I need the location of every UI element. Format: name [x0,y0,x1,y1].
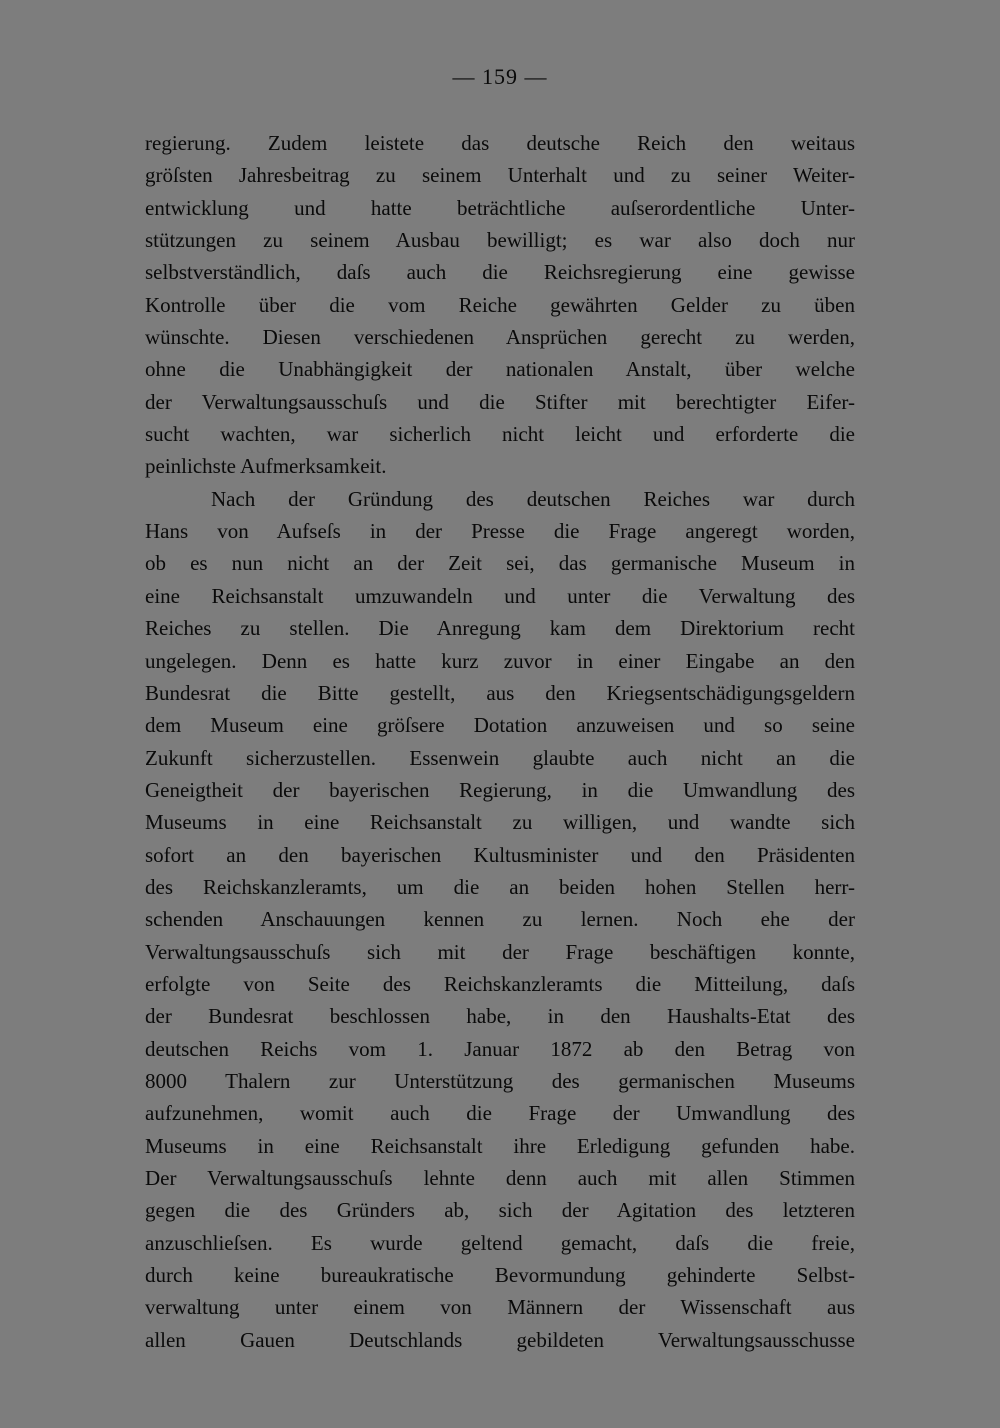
text-line: eine Reichsanstalt umzuwandeln und unter die Verwaltung des [145,583,855,608]
text-line: stützungen zu seinem Ausbau bewilligt; es war also doch nur [145,228,855,253]
text-line: regierung. Zudem leistete das deutsche Reich den weitaus [145,131,855,155]
paragraph-end-line: peinlichste Aufmerksamkeit. [145,454,387,479]
text-line: des Reichskanzleramts, um die an beiden hohen Stellen herr- [145,874,855,899]
text-line: erfolgte von Seite des Reichskanzleramts die Mitteilung, daſs [145,971,855,996]
text-line: schenden Anschauungen kennen zu lernen. Noch ehe der [145,907,855,932]
text-line: ohne die Unabhängigkeit der nationalen Anstalt, über welche [145,357,855,382]
text-line: Bundesrat die Bitte gestellt, aus den Kriegsentschädigungsgeldern [145,680,855,705]
text-line: aufzunehmen, womit auch die Frage der Umwandlung des [145,1101,855,1126]
text-line: dem Museum eine gröſsere Dotation anzuweisen und so seine [145,713,855,738]
text-line: Museums in eine Reichsanstalt ihre Erledigung gefunden habe. [145,1133,855,1158]
text-line: selbstverständlich, daſs auch die Reichsregierung eine gewisse [145,260,855,285]
text-line: Zukunft sicherzustellen. Essenwein glaubte auch nicht an die [145,745,855,770]
text-line: Reiches zu stellen. Die Anregung kam dem Direktorium recht [145,616,855,641]
text-line: Hans von Aufseſs in der Presse die Frage angeregt worden, [145,519,855,544]
text-line: der Verwaltungsausschuſs und die Stifter mit berechtigter Eifer- [145,389,855,414]
page-number: — 159 — [452,64,548,89]
text-line: ungelegen. Denn es hatte kurz zuvor in einer Eingabe an den [145,648,855,673]
text-line: Geneigtheit der bayerischen Regierung, in die Umwandlung des [145,777,855,802]
text-line: sofort an den bayerischen Kultusminister und den Präsidenten [145,842,855,867]
paragraph-start-line: Nach der Gründung des deutschen Reiches war durch [211,486,855,511]
text-line: Kontrolle über die vom Reiche gewährten Gelder zu üben [145,292,855,317]
text-line: sucht wachten, war sicherlich nicht leicht und erforderte die [145,422,855,447]
text-line: durch keine bureaukratische Bevormundung gehinderte Selbst- [145,1263,855,1288]
text-line: anzuschlieſsen. Es wurde geltend gemacht, daſs die freie, [145,1230,855,1255]
text-line: der Bundesrat beschlossen habe, in den Haushalts-Etat des [145,1004,855,1029]
text-line: gröſsten Jahresbeitrag zu seinem Unterhalt und zu seiner Weiter- [145,163,855,188]
text-line: entwicklung und hatte beträchtliche auſserordentliche Unter- [145,195,855,220]
text-line: verwaltung unter einem von Männern der Wissenschaft aus [145,1295,855,1320]
text-line: gegen die des Gründers ab, sich der Agitation des letzteren [145,1198,855,1223]
text-line: allen Gauen Deutschlands gebildeten Verwaltungsausschusse [145,1327,855,1352]
text-line: Verwaltungsausschuſs sich mit der Frage beschäftigen konnte, [145,939,855,964]
body-text [145,127,855,1356]
text-line: 8000 Thalern zur Unterstützung des germanischen Museums [145,1068,855,1093]
text-line: Der Verwaltungsausschuſs lehnte denn auch mit allen Stimmen [145,1166,855,1190]
text-line: deutschen Reichs vom 1. Januar 1872 ab den Betrag von [145,1036,855,1061]
text-line: Museums in eine Reichsanstalt zu willigen, und wandte sich [145,810,855,835]
text-line: ob es nun nicht an der Zeit sei, das germanische Museum in [145,551,855,576]
text-line: wünschte. Diesen verschiedenen Ansprüchen gerecht zu werden, [145,325,855,350]
